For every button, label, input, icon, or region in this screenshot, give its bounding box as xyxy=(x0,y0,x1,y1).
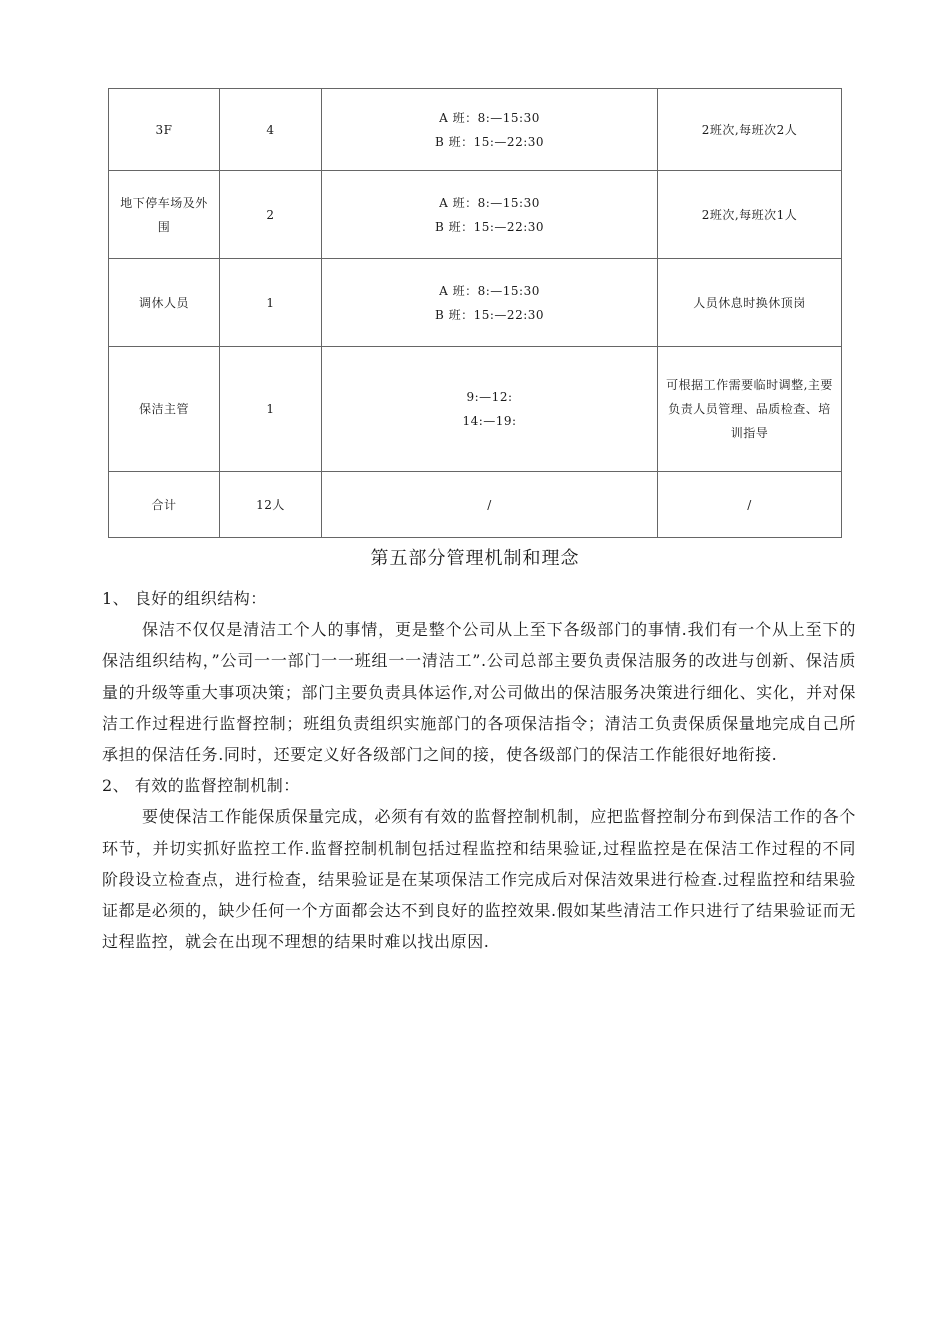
note-cell: 2班次,每班次2人 xyxy=(658,89,842,171)
area-cell: 保洁主管 xyxy=(109,347,220,472)
area-cell: 合计 xyxy=(109,472,220,538)
shift-b: B 班：15:—22:30 xyxy=(434,134,545,149)
area-cell: 调休人员 xyxy=(109,259,220,347)
shift-b: B 班：15:—22:30 xyxy=(434,219,545,234)
shift-cell: / xyxy=(322,472,658,538)
note-cell: 2班次,每班次1人 xyxy=(658,171,842,259)
count-cell: 4 xyxy=(220,89,322,171)
shift-cell xyxy=(322,89,658,171)
shift-a: A 班：8:—15:30 xyxy=(439,110,540,125)
table-row xyxy=(109,171,842,259)
area-cell: 3F xyxy=(109,89,220,171)
section-body xyxy=(102,583,856,957)
area-cell: 地下停车场及外围 xyxy=(109,171,220,259)
shift-b: B 班：15:—22:30 xyxy=(434,307,545,322)
shift-a: A 班：8:—15:30 xyxy=(439,195,540,210)
staffing-table xyxy=(108,88,842,538)
subheading-1: 1、 良好的组织结构： xyxy=(102,589,267,608)
table-row xyxy=(109,89,842,171)
paragraph-1: 保洁不仅仅是清洁工个人的事情，更是整个公司从上至下各级部门的事情.我们有一个从上至下的保洁组织结构，”公司一一部门一一班组一一清洁工”.公司总部主要负责保洁服务的改进与创新、保洁质量的升级等重大事项决策；部门主要负责具体运作,对公司做出的保洁服务决策进行细化、实化，并对保洁工作过程进行监督控制；班组负责组织实施部门的各项保洁指令；清洁工负责保质保量地完成自己所承担的保洁任务.同时，还要定义好各级部门之间的接，使各级部门的保洁工作能很好地衔接. xyxy=(102,620,856,765)
shift-cell xyxy=(322,259,658,347)
note-cell: / xyxy=(658,472,842,538)
section-title: 第五部分管理机制和理念 xyxy=(370,548,580,569)
table-row xyxy=(109,472,842,538)
note-cell: 人员休息时换休顶岗 xyxy=(658,259,842,347)
count-cell: 1 xyxy=(220,347,322,472)
shift-cell xyxy=(322,347,658,472)
shift-cell xyxy=(322,171,658,259)
table-row xyxy=(109,347,842,472)
subheading-2: 2、 有效的监督控制机制： xyxy=(102,776,300,796)
count-cell: 2 xyxy=(220,171,322,259)
paragraph-2: 要使保洁工作能保质保量完成，必须有有效的监督控制机制，应把监督控制分布到保洁工作的各个环节，并切实抓好监控工作.监督控制机制包括过程监控和结果验证,过程监控是在保洁工作过程的不同阶段设立检查点，进行检查，结果验证是在某项保洁工作完成后对保洁效果进行检查.过程监控和结果验证都是必须的，缺少任何一个方面都会达不到良好的监控效果.假如某些清洁工作只进行了结果验证而无过程监控，就会在出现不理想的结果时难以找出原因. xyxy=(102,807,856,952)
shift-b: 14:—19: xyxy=(462,414,517,428)
shift-a: A 班：8:—15:30 xyxy=(439,283,540,298)
count-cell: 12人 xyxy=(220,472,322,538)
count-cell: 1 xyxy=(220,259,322,347)
shift-a: 9:—12: xyxy=(466,390,513,404)
table-row xyxy=(109,259,842,347)
note-cell: 可根据工作需要临时调整,主要负责人员管理、品质检查、培训指导 xyxy=(658,347,842,472)
